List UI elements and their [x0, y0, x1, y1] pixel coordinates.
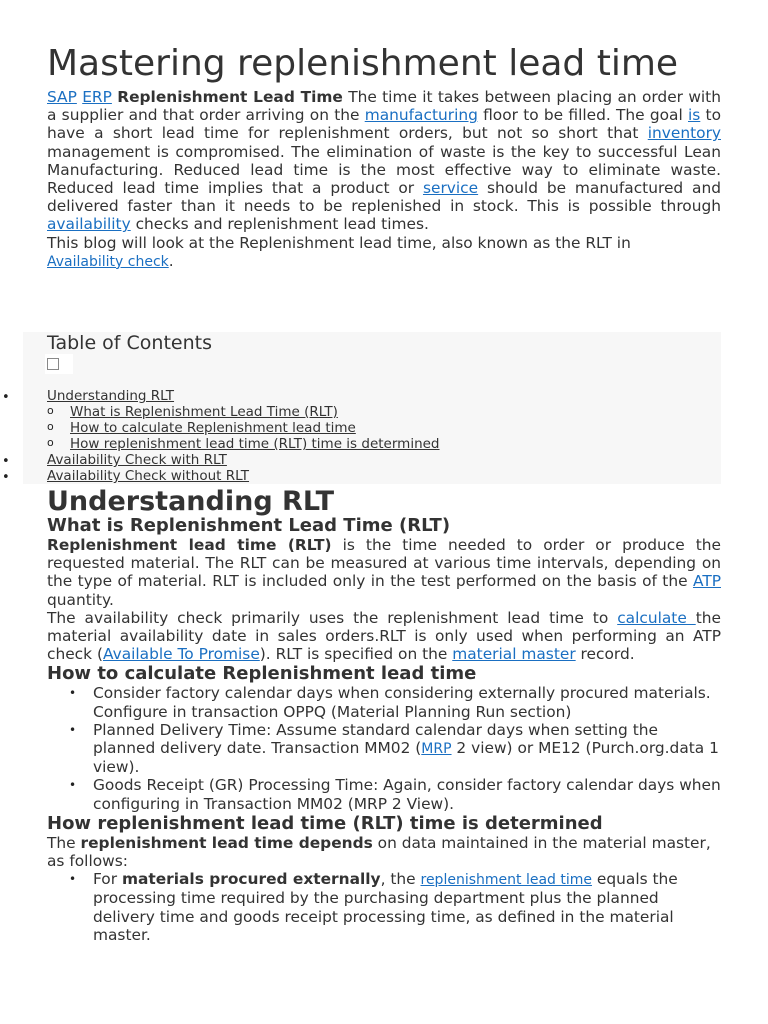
link-is[interactable]: is [688, 106, 701, 125]
avail-text-4: record. [575, 645, 635, 664]
rlt-text-2: quantity. [47, 590, 114, 609]
depends-bold: replenishment lead time depends [80, 833, 373, 852]
link-availability[interactable]: availability [47, 215, 131, 234]
link-material-master[interactable]: material master [452, 645, 576, 664]
toc-link[interactable]: Availability Check without RLT [47, 468, 250, 484]
table-of-contents [23, 332, 721, 484]
link-inventory[interactable]: inventory [647, 124, 721, 143]
toc-item [23, 420, 440, 436]
page-title: Mastering replenishment lead time [47, 43, 679, 84]
toc-item [23, 404, 440, 420]
link-erp[interactable]: ERP [82, 88, 112, 106]
toc-toggle-checkbox[interactable] [47, 358, 59, 370]
article [47, 0, 721, 271]
link-sap[interactable]: SAP [47, 88, 77, 106]
list-item [93, 721, 721, 777]
toc-item [23, 452, 440, 468]
bullet-planned-delivery-1: Planned Delivery Time: Assume standard calendar days when setting the planned delivery date. Transaction MM02 ( [93, 720, 658, 758]
determined-bullet-list [47, 870, 721, 944]
link-mrp[interactable]: MRP [421, 741, 452, 758]
paragraph-availability-check [47, 609, 721, 664]
intro-text-2: floor to be filled. The goal [477, 106, 688, 125]
link-manufacturing[interactable]: manufacturing [364, 106, 478, 125]
paragraph-rlt-definition [47, 536, 721, 609]
ext-text-3: equals the processing time required by the purchasing department plus the planned delivery time and goods receipt processing time, as defined in the material master. [93, 870, 678, 944]
link-replenishment-lead-time[interactable]: replenishment lead time [420, 872, 592, 889]
ext-text-2: , the [380, 870, 421, 889]
blog-text-1: This blog will look at the Replenishment lead time, also known as the RLT in [47, 233, 631, 252]
intro-bold: Replenishment Lead Time [117, 88, 343, 106]
link-availability-check[interactable]: Availability check [47, 253, 169, 270]
link-calculate[interactable]: calculate [617, 608, 696, 627]
list-item [93, 684, 721, 720]
heading-how-rlt-determined: How replenishment lead time (RLT) time is determined [47, 812, 603, 834]
blog-text-2: . [168, 251, 174, 270]
blog-paragraph [47, 234, 677, 271]
rlt-bold: Replenishment lead time (RLT) [47, 536, 332, 554]
toc-link[interactable]: How replenishment lead time (RLT) time is determined [70, 436, 440, 452]
toc-item [23, 436, 440, 452]
toc-link[interactable]: Understanding RLT [47, 388, 175, 404]
ext-bold: materials procured externally [121, 870, 381, 889]
article-body [47, 486, 721, 944]
toc-title: Table of Contents [47, 332, 212, 354]
link-atp[interactable]: ATP [692, 572, 721, 591]
link-available-to-promise[interactable]: Available To Promise [102, 645, 260, 664]
ext-text-1: For [93, 870, 122, 889]
intro-text-6: checks and replenishment lead times. [130, 215, 429, 234]
toc-link[interactable]: Availability Check with RLT [47, 452, 227, 468]
heading-understanding-rlt: Understanding RLT [47, 486, 334, 517]
paragraph-rlt-depends [47, 834, 721, 870]
calculate-bullet-list [47, 684, 721, 812]
intro-text-4: management is compromised. The elimination of waste is the key to successful Lean Manufacturing. Reduced lead time is the most effective way to eliminate waste. Reduced lead time implies that a product or [47, 142, 721, 198]
avail-text-3: ). RLT is specified on the [259, 645, 453, 664]
intro-text-5: should be manufactured and delivered faster than it needs to be replenished in stock. This is possible through [47, 179, 721, 216]
toc-list [23, 388, 440, 484]
bullet-goods-receipt: Goods Receipt (GR) Processing Time: Again, consider factory calendar days when configuring in Transaction MM02 (MRP 2 View). [93, 776, 721, 813]
depends-text-1: The [47, 833, 81, 852]
avail-text-1: The availability check primarily uses the replenishment lead time to [47, 608, 618, 627]
depends-text-2: on data maintained in the material master, as follows: [47, 833, 711, 871]
bullet-planned-delivery-2: 2 view) or ME12 (Purch.org.data 1 view). [93, 739, 719, 777]
list-item [93, 776, 721, 812]
heading-what-is-rlt: What is Replenishment Lead Time (RLT) [47, 515, 451, 536]
list-item [93, 870, 721, 944]
bullet-factory-calendar: Consider factory calendar days when considering externally procured materials. Configure in transaction OPPQ (Material Planning Run section) [93, 684, 711, 721]
avail-text-2: the material availability date in sales orders.RLT is only used when performing an ATP check ( [47, 608, 721, 664]
toc-item [23, 468, 440, 484]
toc-link[interactable]: How to calculate Replenishment lead time [70, 420, 356, 436]
intro-text-1: The time it takes between placing an order with a supplier and that order arriving on the [47, 88, 721, 125]
toc-item [23, 388, 440, 404]
heading-how-to-calculate: How to calculate Replenishment lead time [47, 663, 477, 685]
link-service[interactable]: service [422, 179, 479, 198]
toc-link[interactable]: What is Replenishment Lead Time (RLT) [70, 404, 338, 420]
intro-paragraph [47, 88, 721, 234]
intro-text-3: to have a short lead time for replenishment orders, but not so short that [47, 106, 721, 143]
rlt-text-1: is the time needed to order or produce the requested material. The RLT can be measured at various time intervals, depending on the type of material. RLT is included only in the test performed on the basis of the [47, 536, 721, 591]
